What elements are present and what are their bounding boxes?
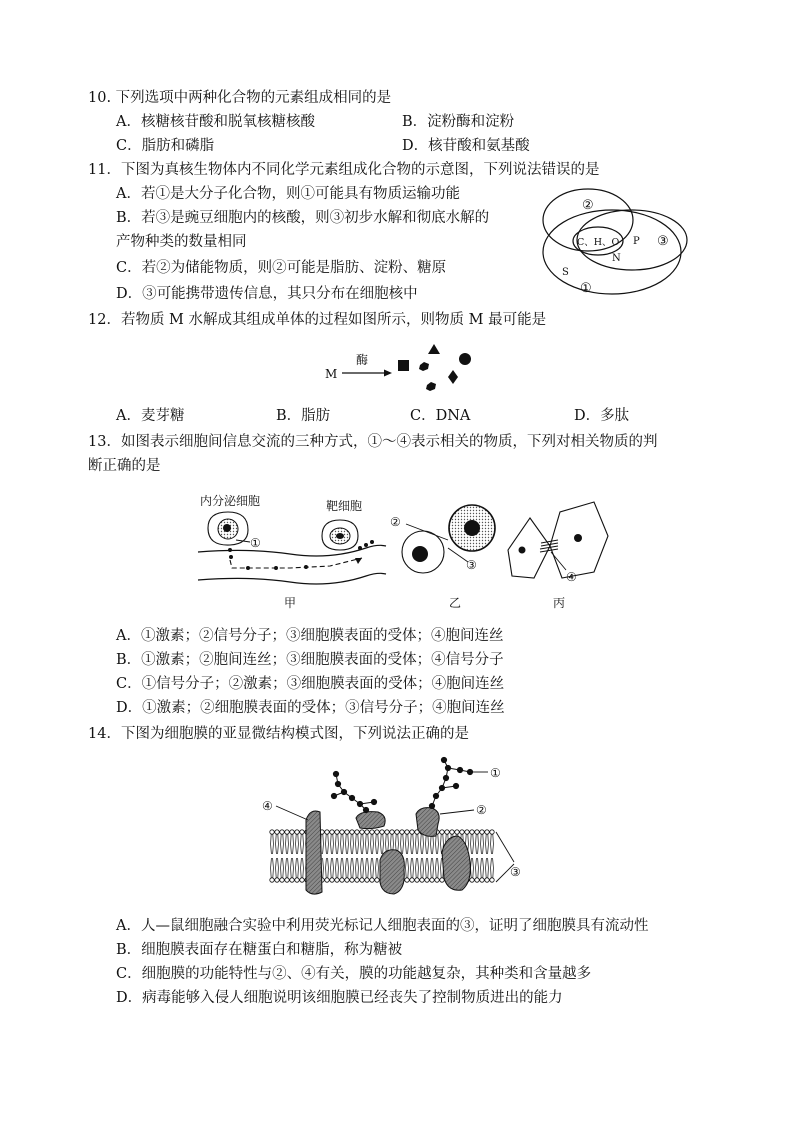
hormone-dot	[274, 566, 278, 570]
lipid-tail	[436, 858, 439, 878]
monomer-hexagon-1	[419, 362, 429, 371]
lipid-head	[365, 830, 369, 834]
q13-stem-continued: 断正确的是	[88, 458, 161, 474]
lipid-head	[345, 830, 349, 834]
q14-option-d[interactable]: D．病毒能够入侵人细胞说明该细胞膜已经丧失了控制物质进出的能力	[116, 990, 563, 1006]
lipid-tail	[296, 834, 299, 854]
lipid-tail	[336, 858, 339, 878]
membrane-marker-2: ②	[476, 803, 487, 817]
q12-option-d[interactable]: D．多肽	[574, 408, 630, 424]
lipid-head	[340, 878, 344, 882]
lipid-head	[300, 878, 304, 882]
lipid-tail	[476, 858, 479, 878]
arrow-head	[384, 370, 392, 377]
q14-option-b[interactable]: B．细胞膜表面存在糖蛋白和糖脂，称为糖被	[116, 942, 403, 958]
hormone-dot	[246, 566, 250, 570]
lipid-tail	[486, 834, 489, 854]
receiving-cell-nucleus	[464, 520, 480, 536]
enzyme-label: 酶	[356, 353, 369, 367]
sugar-chain-left	[331, 771, 376, 812]
lipid-head	[290, 878, 294, 882]
lipid-head	[375, 878, 379, 882]
venn-label-1: ①	[580, 281, 592, 296]
monomer-triangle	[428, 344, 440, 354]
hormone-dot	[370, 540, 374, 544]
hormone-dot	[358, 546, 362, 550]
lipid-head	[465, 830, 469, 834]
marker-2: ②	[390, 515, 401, 529]
q10-option-d[interactable]: D．核苷酸和氨基酸	[402, 138, 530, 154]
lipid-tail	[376, 834, 379, 854]
marker-4: ④	[566, 570, 577, 584]
embedded-protein	[380, 850, 404, 894]
q13-option-c[interactable]: C．①信号分子；②激素；③细胞膜表面的受体；④胞间连丝	[116, 676, 505, 692]
lipid-head	[275, 830, 279, 834]
protein-2	[416, 808, 439, 837]
lipid-tail	[411, 834, 414, 854]
molecule-m-label: M	[325, 367, 338, 381]
lipid-head	[295, 878, 299, 882]
lipid-head	[365, 878, 369, 882]
lipid-tail	[481, 858, 484, 878]
lipid-head	[480, 830, 484, 834]
lipid-tail	[281, 858, 284, 878]
lipid-tail	[376, 858, 379, 878]
lipid-head	[350, 878, 354, 882]
hormone-dot	[304, 565, 308, 569]
lipid-head	[290, 830, 294, 834]
lipid-tail	[286, 858, 289, 878]
lipid-tail	[426, 834, 429, 854]
venn-label-cho: C、H、O	[577, 237, 620, 248]
q10-option-b[interactable]: B．淀粉酶和淀粉	[402, 114, 515, 130]
lipid-head	[410, 830, 414, 834]
lipid-head	[330, 830, 334, 834]
lipid-tail	[336, 834, 339, 854]
lipid-head	[270, 830, 274, 834]
figure-jia-label: 甲	[284, 596, 297, 610]
signal-cell-nucleus	[412, 546, 428, 562]
leader-3a	[496, 832, 514, 862]
q10-option-c[interactable]: C．脂肪和磷脂	[116, 138, 215, 154]
q12-stem: 12．若物质 M 水解成其组成单体的过程如图所示，则物质 M 最可能是	[88, 312, 547, 328]
lipid-head	[400, 830, 404, 834]
cell-communication-figure	[190, 488, 620, 616]
lipid-head	[445, 830, 449, 834]
lipid-tail	[331, 834, 334, 854]
q11-option-d[interactable]: D．③可能携带遗传信息，其只分布在细胞核中	[116, 286, 418, 302]
venn-label-p: P	[633, 236, 640, 247]
lipid-tail	[271, 834, 274, 854]
lipid-tail	[361, 858, 364, 878]
lipid-tail	[481, 834, 484, 854]
lipid-tail	[426, 858, 429, 878]
lipid-head	[340, 830, 344, 834]
q14-option-c[interactable]: C．细胞膜的功能特性与②、④有关，膜的功能越复杂，其种类和含量越多	[116, 966, 592, 982]
lipid-tail	[431, 834, 434, 854]
q14-option-a[interactable]: A．人—鼠细胞融合实验中利用荧光标记人细胞表面的③，证明了细胞膜具有流动性	[116, 918, 649, 934]
lipid-head	[485, 878, 489, 882]
lipid-head	[470, 878, 474, 882]
lipid-head	[455, 830, 459, 834]
lipid-head	[335, 830, 339, 834]
blood-vessel-upper-wall	[198, 545, 386, 556]
lipid-head	[435, 878, 439, 882]
lipid-head	[430, 878, 434, 882]
venn-label-2: ②	[582, 198, 594, 213]
lipid-head	[415, 878, 419, 882]
target-cell-label: 靶细胞	[326, 499, 363, 513]
lipid-head	[460, 830, 464, 834]
lipid-head	[285, 830, 289, 834]
lipid-head	[475, 878, 479, 882]
lipid-head	[410, 878, 414, 882]
cell-membrane-diagram	[262, 752, 524, 902]
lipid-tail	[471, 834, 474, 854]
lipid-tail	[326, 858, 329, 878]
lipid-tail	[346, 834, 349, 854]
q13-option-b[interactable]: B．①激素；②胞间连丝；③细胞膜表面的受体；④信号分子	[116, 652, 504, 668]
q11-option-a[interactable]: A．若①是大分子化合物，则①可能具有物质运输功能	[116, 186, 460, 202]
lipid-head	[295, 830, 299, 834]
lipid-head	[485, 830, 489, 834]
lipid-tail	[301, 858, 304, 878]
target-nucleolus	[336, 533, 344, 539]
lipid-head	[475, 830, 479, 834]
lipid-head	[420, 878, 424, 882]
lipid-tail	[281, 834, 284, 854]
membrane-marker-3: ③	[510, 865, 521, 879]
lipid-tail	[356, 834, 359, 854]
lipid-tail	[406, 858, 409, 878]
q10-stem: 10. 下列选项中两种化合物的元素组成相同的是	[88, 90, 392, 106]
q10-option-a[interactable]: A．核糖核苷酸和脱氧核糖核酸	[116, 114, 315, 130]
lipid-head	[385, 830, 389, 834]
lipid-tail	[431, 858, 434, 878]
q14-stem: 14．下图为细胞膜的亚显微结构模式图，下列说法正确的是	[88, 726, 469, 742]
lipid-head	[360, 830, 364, 834]
hormone-transport-path	[230, 558, 362, 568]
lipid-tail	[491, 858, 494, 878]
lipid-head	[285, 878, 289, 882]
q11-option-b[interactable]: B．若③是豌豆细胞内的核酸，则③初步水解和彻底水解的	[116, 210, 490, 226]
hormone-dot	[229, 555, 233, 559]
lipid-head	[280, 878, 284, 882]
lipid-tail	[356, 858, 359, 878]
figure-yi-label: 乙	[449, 596, 462, 610]
lipid-tail	[276, 858, 279, 878]
lipid-head	[335, 878, 339, 882]
hormone-dot	[228, 548, 232, 552]
lipid-tail	[371, 834, 374, 854]
lipid-head	[380, 830, 384, 834]
lipid-tail	[346, 858, 349, 878]
lipid-tail	[421, 858, 424, 878]
lipid-tail	[401, 834, 404, 854]
lipid-tail	[331, 858, 334, 878]
glycoprotein-surface	[356, 812, 385, 829]
lipid-head	[345, 878, 349, 882]
sugar-chain-right	[429, 757, 472, 808]
lipid-tail	[436, 834, 439, 854]
lipid-tail	[291, 834, 294, 854]
q11-stem: 11．下图为真核生物体内不同化学元素组成化合物的示意图，下列说法错误的是	[88, 162, 600, 178]
venn-label-3: ③	[657, 234, 669, 249]
plant-cell-left-nucleus	[519, 547, 526, 554]
lipid-head	[425, 878, 429, 882]
q12-option-c[interactable]: C．DNA	[410, 408, 471, 424]
hormone-dot	[364, 543, 368, 547]
lipid-tail	[291, 858, 294, 878]
membrane-marker-4: ④	[262, 799, 273, 813]
q12-option-a[interactable]: A．麦芽糖	[116, 408, 185, 424]
lipid-head	[405, 830, 409, 834]
transmembrane-protein	[442, 836, 470, 890]
lipid-head	[355, 878, 359, 882]
lipid-tail	[351, 858, 354, 878]
leader-2	[440, 810, 474, 814]
lipid-head	[370, 878, 374, 882]
lipid-tail	[301, 834, 304, 854]
lipid-head	[405, 878, 409, 882]
q13-option-d[interactable]: D．①激素；②细胞膜表面的受体；③信号分子；④胞间连丝	[116, 700, 505, 716]
lipid-head	[270, 878, 274, 882]
lipid-head	[375, 830, 379, 834]
q11-option-c[interactable]: C．若②为储能物质，则②可能是脂肪、淀粉、糖原	[116, 260, 447, 276]
lipid-tail	[361, 834, 364, 854]
lipid-tail	[341, 834, 344, 854]
lipid-head	[275, 878, 279, 882]
lipid-head	[395, 830, 399, 834]
lipid-head	[440, 878, 444, 882]
lipid-tail	[276, 834, 279, 854]
lipid-tail	[406, 834, 409, 854]
lipid-head	[470, 830, 474, 834]
lipid-tail	[476, 834, 479, 854]
lipid-tail	[471, 858, 474, 878]
lipid-head	[355, 830, 359, 834]
lipid-tail	[371, 858, 374, 878]
lipid-tail	[416, 834, 419, 854]
lipid-tail	[366, 858, 369, 878]
lipid-head	[480, 878, 484, 882]
lipid-tail	[491, 834, 494, 854]
monomer-hexagon-2	[426, 382, 436, 391]
endocrine-cell-label: 内分泌细胞	[200, 494, 261, 508]
figure-bing-label: 丙	[553, 596, 566, 610]
lipid-head	[325, 830, 329, 834]
venn-label-n: N	[612, 253, 621, 264]
lipid-head	[450, 830, 454, 834]
lipid-head	[280, 830, 284, 834]
lipid-head	[360, 878, 364, 882]
lipid-tail	[351, 834, 354, 854]
marker-1: ①	[250, 536, 261, 550]
lipid-head	[490, 830, 494, 834]
lipid-tail	[381, 834, 384, 854]
monomer-square	[398, 360, 409, 371]
transport-arrow-head	[355, 558, 362, 564]
lipid-tail	[486, 858, 489, 878]
lipid-head	[350, 830, 354, 834]
leader-4	[276, 806, 308, 820]
lipid-head	[490, 878, 494, 882]
lipid-tail	[286, 834, 289, 854]
q11-option-b-continued: 产物种类的数量相同	[116, 234, 247, 250]
lipid-head	[330, 878, 334, 882]
plant-cell-right-nucleus	[574, 534, 582, 542]
lipid-tail	[296, 858, 299, 878]
lipid-head	[325, 878, 329, 882]
q12-option-b[interactable]: B．脂肪	[276, 408, 331, 424]
blood-vessel-lower-wall	[198, 573, 386, 584]
venn-label-s: S	[562, 267, 569, 278]
monomer-diamond	[448, 370, 458, 384]
lipid-tail	[366, 834, 369, 854]
element-venn-diagram	[540, 182, 690, 302]
lipid-tail	[416, 858, 419, 878]
lipid-tail	[326, 834, 329, 854]
monomer-circle	[459, 353, 471, 365]
lipid-tail	[271, 858, 274, 878]
endocrine-nucleolus	[223, 524, 231, 532]
lipid-head	[370, 830, 374, 834]
lipid-head	[390, 830, 394, 834]
membrane-marker-1: ①	[490, 766, 501, 780]
q13-stem: 13．如图表示细胞间信息交流的三种方式，①～④表示相关的物质，下列对相关物质的判	[88, 434, 658, 450]
marker-3: ③	[466, 558, 477, 572]
lipid-tail	[341, 858, 344, 878]
lipid-tail	[411, 858, 414, 878]
lipid-tail	[421, 834, 424, 854]
lipid-head	[440, 830, 444, 834]
transmembrane-protein-4	[306, 811, 322, 894]
hydrolysis-diagram	[322, 340, 472, 398]
q13-option-a[interactable]: A．①激素；②信号分子；③细胞膜表面的受体；④胞间连丝	[116, 628, 504, 644]
lipid-head	[300, 830, 304, 834]
